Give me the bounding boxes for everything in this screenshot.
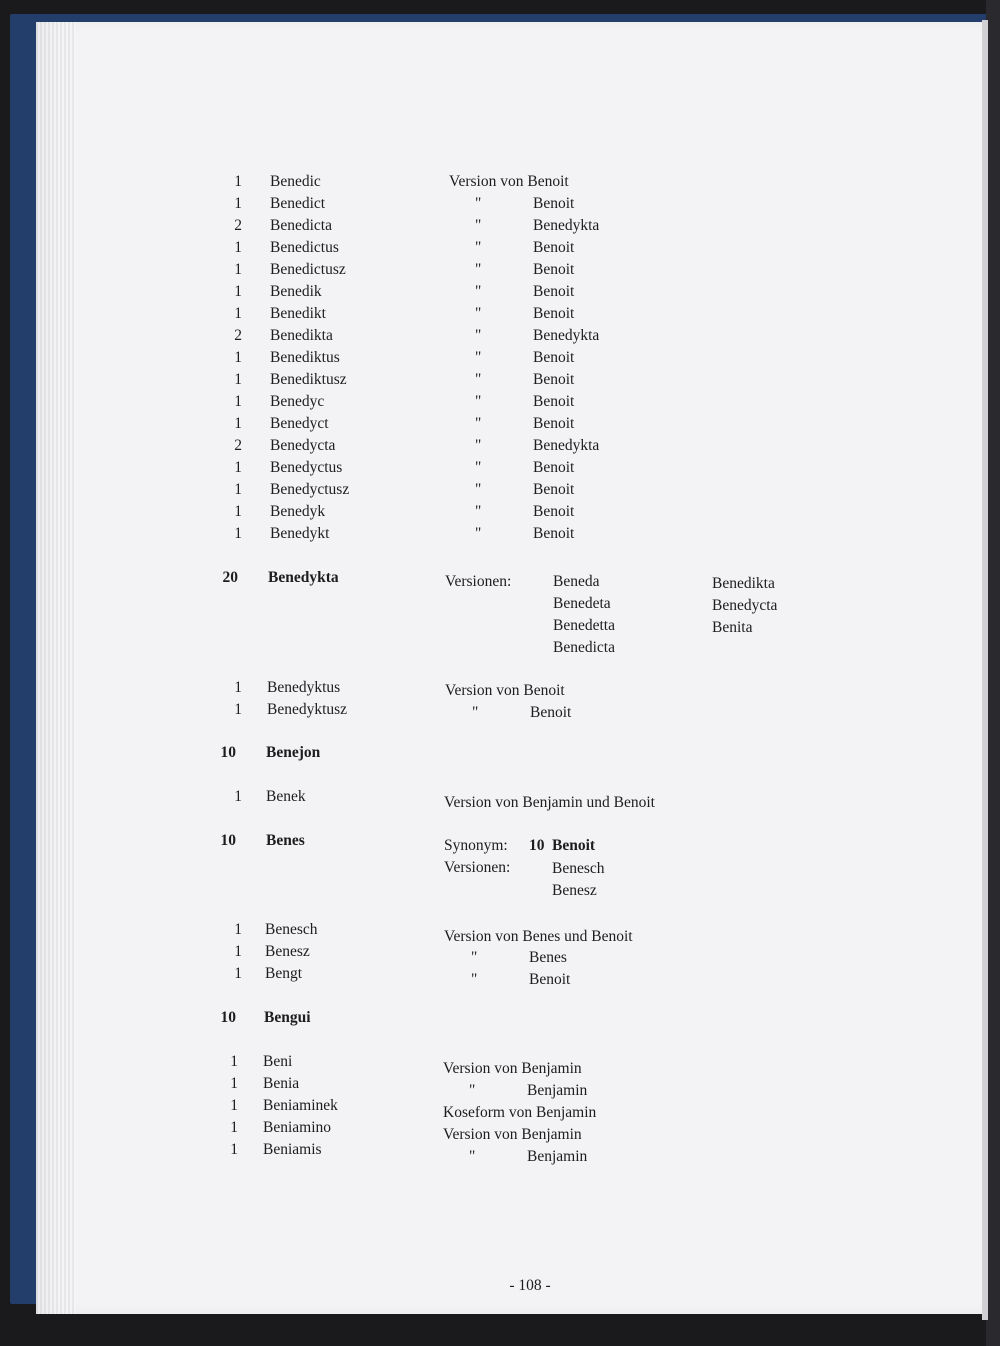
entry-relation: Version von Benjamin	[443, 1060, 582, 1077]
entry-name: Beniaminek	[263, 1097, 338, 1114]
entry-count: 1	[234, 239, 242, 256]
entry-relation: Synonym:	[444, 837, 508, 854]
ditto-mark: "	[475, 283, 482, 300]
entry-name: Benedykt	[270, 525, 330, 542]
entry-name: Beni	[263, 1053, 293, 1070]
entry-reference: Benoit	[533, 283, 575, 300]
entry-count: 1	[234, 701, 242, 718]
entry-name: Benes	[266, 832, 305, 849]
facing-page-edge	[982, 20, 988, 1320]
entry-reference: Benoit	[530, 704, 572, 721]
entry-reference: Benoit	[533, 393, 575, 410]
entry-name: Benediktusz	[270, 371, 347, 388]
entry-name: Benedyctus	[270, 459, 343, 476]
entry-reference: Benjamin	[527, 1082, 588, 1099]
entry-name: Bengui	[264, 1009, 311, 1026]
entry-name: Benediktus	[270, 349, 340, 366]
entry-reference: Benoit	[533, 459, 575, 476]
entry-name: Benia	[263, 1075, 300, 1092]
ditto-mark: "	[475, 525, 482, 542]
entry-reference: Benoit	[533, 415, 575, 432]
ditto-mark: "	[475, 305, 482, 322]
entry-count: 1	[234, 305, 242, 322]
entry-name: Benedyktusz	[267, 701, 348, 718]
ditto-mark: "	[469, 1148, 476, 1165]
version-item: Benedikta	[712, 575, 775, 592]
entry-reference: Benoit	[533, 525, 575, 542]
ditto-mark: "	[475, 503, 482, 520]
entry-name: Benedycta	[270, 437, 336, 454]
entry-count: 10	[220, 744, 236, 761]
entry-count: 1	[234, 965, 242, 982]
entry-relation: Version von Benjamin und Benoit	[444, 794, 655, 811]
entry-count: 20	[222, 569, 238, 586]
entry-relation: Version von Benoit	[445, 682, 565, 699]
entry-count: 1	[230, 1053, 238, 1070]
entry-count: 1	[234, 349, 242, 366]
page-number: - 108 -	[509, 1277, 551, 1294]
entry-count: 1	[234, 921, 242, 938]
ditto-mark: "	[475, 459, 482, 476]
entry-count: 1	[234, 525, 242, 542]
entry-reference: Benoit	[533, 481, 575, 498]
entry-reference: Benoit	[533, 503, 575, 520]
book-spine-strip	[986, 0, 1000, 1346]
entry-count: 1	[234, 261, 242, 278]
entry-reference: Benedykta	[533, 327, 600, 344]
entry-count: 1	[234, 283, 242, 300]
entry-reference: Benedykta	[533, 437, 600, 454]
entry-name: Benedikta	[270, 327, 333, 344]
entry-name: Benedykta	[268, 569, 339, 586]
version-item: Benedicta	[553, 639, 615, 656]
entry-name: Benedyctusz	[270, 481, 350, 498]
ditto-mark: "	[475, 371, 482, 388]
entry-name: Benedicta	[270, 217, 332, 234]
entry-count: 1	[230, 1141, 238, 1158]
ditto-mark: "	[475, 195, 482, 212]
ditto-mark: "	[471, 949, 478, 966]
entry-count: 1	[234, 679, 242, 696]
entry-name: Beniamis	[263, 1141, 322, 1158]
ditto-mark: "	[475, 327, 482, 344]
entry-relation: Koseform von Benjamin	[443, 1104, 597, 1121]
entry-count: 1	[234, 503, 242, 520]
version-item: Beneda	[553, 573, 600, 590]
ditto-mark: "	[469, 1082, 476, 1099]
entry-name: Benedict	[270, 195, 326, 212]
page-stack-edges	[36, 22, 76, 1314]
entry-name: Benejon	[266, 744, 321, 761]
ditto-mark: "	[475, 349, 482, 366]
entry-name: Benedic	[270, 173, 321, 190]
entry-count: 2	[234, 327, 242, 344]
entry-count: 2	[234, 437, 242, 454]
entry-reference: Benoit	[533, 349, 575, 366]
entry-reference: Benoit	[529, 971, 571, 988]
entry-reference: Benedykta	[533, 217, 600, 234]
version-item: Benedeta	[553, 595, 611, 612]
entry-relation: Versionen:	[444, 859, 511, 876]
entry-name: Beniamino	[263, 1119, 332, 1136]
entry-name: Benedikt	[270, 305, 326, 322]
entry-reference: Benoit	[533, 261, 575, 278]
ditto-mark: "	[472, 704, 479, 721]
entry-reference: Benes	[529, 949, 567, 966]
entry-reference: Benoit	[533, 195, 575, 212]
entry-count: 1	[234, 393, 242, 410]
version-item: Benedetta	[553, 617, 615, 634]
ditto-mark: "	[471, 971, 478, 988]
entry-relation: Versionen:	[445, 573, 512, 590]
entry-count: 1	[234, 943, 242, 960]
entry-name: Benedik	[270, 283, 322, 300]
version-item: Benesch	[552, 860, 605, 877]
entry-count: 1	[234, 173, 242, 190]
version-item: Benita	[712, 619, 753, 636]
entry-count: 1	[234, 788, 242, 805]
entry-count: 1	[230, 1119, 238, 1136]
entry-count: 1	[234, 195, 242, 212]
entry-count: 1	[230, 1075, 238, 1092]
entry-name: Benedictusz	[270, 261, 346, 278]
entry-reference: Benoit	[533, 305, 575, 322]
ditto-mark: "	[475, 217, 482, 234]
ditto-mark: "	[475, 415, 482, 432]
entry-name: Benedyktus	[267, 679, 341, 696]
entry-relation: Version von Benes und Benoit	[444, 928, 633, 945]
entry-count: 10	[220, 1009, 236, 1026]
entry-relation: Version von Benoit	[449, 173, 569, 190]
ditto-mark: "	[475, 437, 482, 454]
entry-reference: Benoit	[533, 371, 575, 388]
entry-reference: Benjamin	[527, 1148, 588, 1165]
entry-count: 10	[220, 832, 236, 849]
entry-count: 1	[234, 459, 242, 476]
entry-name: Benek	[266, 788, 306, 805]
entry-name: Benedyc	[270, 393, 325, 410]
entry-count: 1	[234, 481, 242, 498]
entry-name: Benedyk	[270, 503, 326, 520]
ditto-mark: "	[475, 239, 482, 256]
ditto-mark: "	[475, 393, 482, 410]
ditto-mark: "	[475, 481, 482, 498]
entry-count: 1	[234, 415, 242, 432]
entry-reference: Benoit	[533, 239, 575, 256]
entry-name: Benedyct	[270, 415, 329, 432]
synonym-name: Benoit	[552, 837, 596, 854]
entry-name: Benedictus	[270, 239, 339, 256]
entry-name: Benesch	[265, 921, 318, 938]
entry-count: 2	[234, 217, 242, 234]
entry-count: 1	[230, 1097, 238, 1114]
version-item: Benedycta	[712, 597, 778, 614]
version-item: Benesz	[552, 882, 597, 899]
entry-name: Bengt	[265, 965, 303, 982]
entry-count: 1	[234, 371, 242, 388]
ditto-mark: "	[475, 261, 482, 278]
entry-relation: Version von Benjamin	[443, 1126, 582, 1143]
entry-name: Benesz	[265, 943, 310, 960]
synonym-count: 10	[529, 837, 545, 854]
